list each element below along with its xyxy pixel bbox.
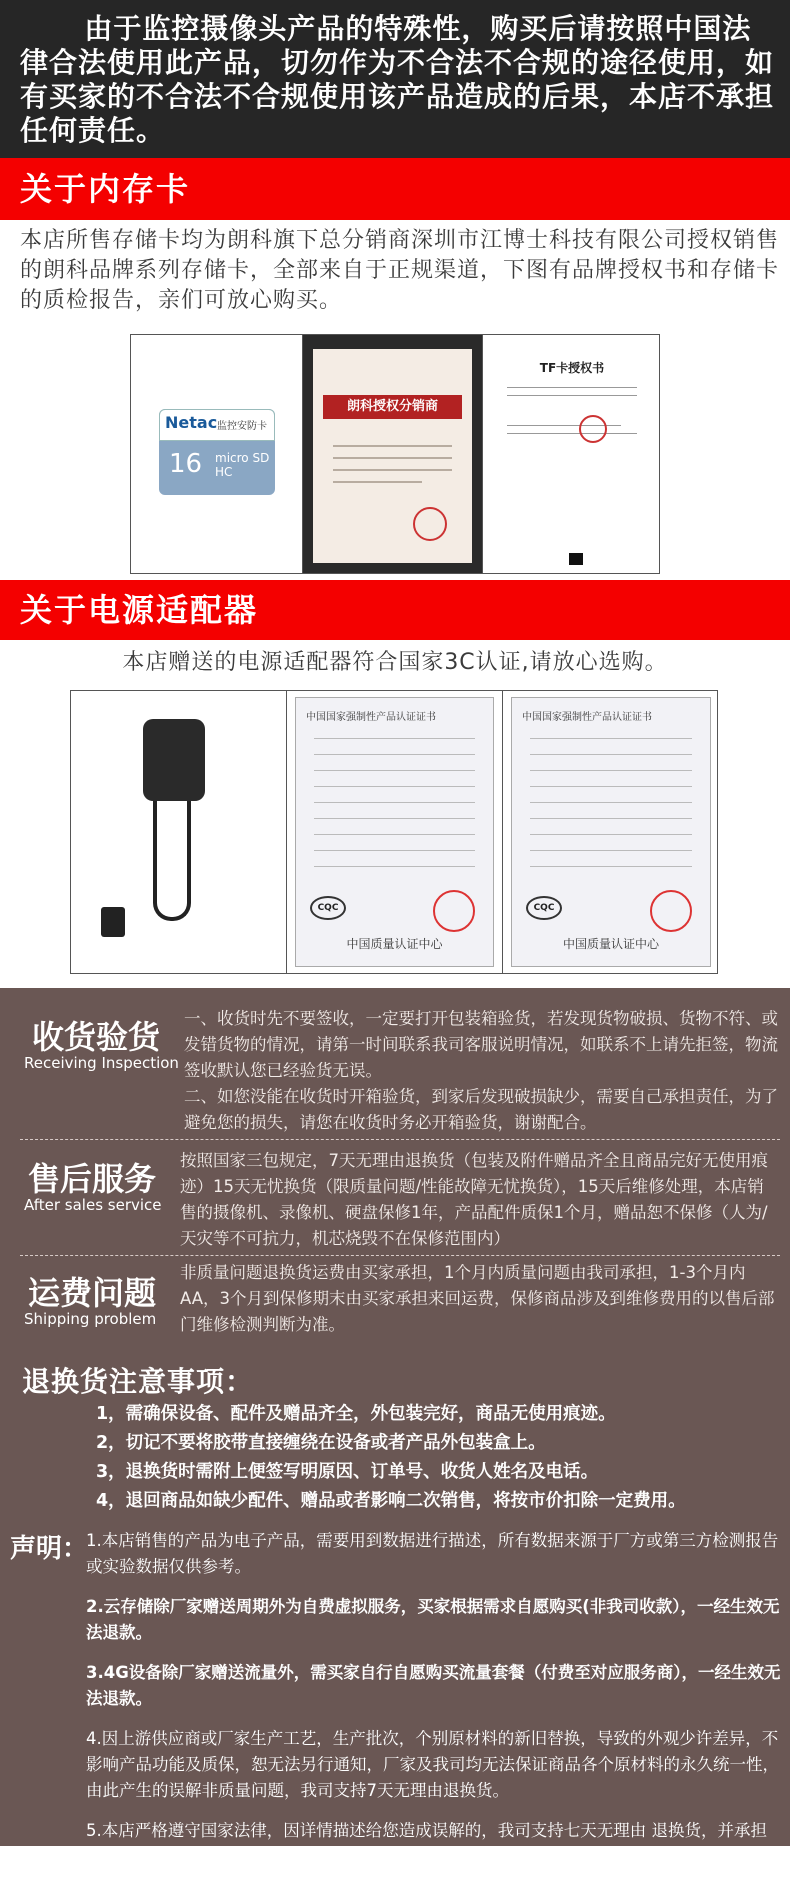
plug-icon: [101, 907, 125, 937]
power-adapter-photo: [71, 691, 287, 973]
card-brand-text: Netac: [165, 413, 218, 432]
legal-notice-text: 由于监控摄像头产品的特殊性，购买后请按照中国法律合法使用此产品，切勿作为不合法不合规的途径使用，如有买家的不合法不合规使用该产品造成的后果，本店不承担任何责任。: [20, 12, 775, 147]
after-sales-title: 售后服务: [28, 1160, 157, 1198]
list-item: 1，需确保设备、配件及赠品齐全，外包装完好，商品无使用痕迹。: [96, 1404, 616, 1424]
list-item: 4，退回商品如缺少配件、赠品或者影响二次销售，将按市价扣除一定费用。: [96, 1491, 686, 1511]
seal-icon: [413, 507, 447, 541]
stamp-icon: [650, 890, 692, 932]
returns-notice-title: 退换货注意事项：: [22, 1365, 255, 1398]
card-type-text: micro SD HC: [215, 451, 270, 479]
shipping-block: [20, 1258, 780, 1348]
receiving-inspection-line-1: 一、收货时先不要签收，一定要打开包装箱验货，若发现货物破损、货物不符、或发错货物的情况，请第一时间联系我司客服说明情况，如联系不上请先拒签，物流签收默认您已经验货无误。: [184, 1009, 778, 1080]
returns-notice-list: [96, 1400, 776, 1516]
declaration-label: 声明：: [10, 1534, 89, 1564]
receiving-inspection-text: [184, 1006, 784, 1136]
stamp-icon: [579, 415, 607, 443]
shipping-line-1: 非质量问题退换货运费由买家承担，1个月内质量问题由我司承担，1-3个月内AA，3个月到保修期末由买家承担来回运费，保修商品涉及到维修费用的以售后部门维修检测判断为准。: [180, 1263, 775, 1334]
distributor-badge: 朗科授权分销商: [323, 395, 462, 419]
memory-card-description: 本店所售存储卡均为朗科旗下总分销商深圳市江博士科技有限公司授权销售的朗科品牌系列存储卡，全部来自于正规渠道，下图有品牌授权书和存储卡的质检报告，亲们可放心购买。: [20, 228, 780, 313]
cqc-logo: CQC: [310, 896, 346, 920]
list-item: 3，退换货时需附上便签写明原因、订单号、收货人姓名及电话。: [96, 1462, 599, 1482]
after-sales-block: [20, 1144, 780, 1256]
receiving-inspection-line-2: 二、如您没能在收货时开箱验货，到家后发现破损缺少，需要自己承担责任，为了避免您的损失，请您在收货时务必开箱验货，谢谢配合。: [184, 1087, 778, 1132]
memory-card-heading: 关于内存卡: [0, 158, 790, 220]
distributor-certificate-photo: [303, 335, 483, 573]
list-item: 3.4G设备除厂家赠送流量外，需买家自行自愿购买流量套餐（付费至对应服务商），一经生效无法退款。: [86, 1663, 781, 1708]
list-item: 5.本店严格遵守国家法律，因详情描述给您造成误解的，我司支持七天无理由 退换货，并承担退货运费，郑重声明我司司法归属地为上海，任何法律纠纷归我司注册地管辖。: [86, 1821, 767, 1866]
authorization-letter-title: TF卡授权书: [539, 361, 605, 375]
cert-header-text: 中国国家强制性产品认证证书: [306, 712, 436, 723]
legal-notice-banner: [0, 0, 790, 158]
receiving-inspection-title: 收货验货: [32, 1018, 161, 1056]
adapter-icon: [143, 719, 205, 801]
ccc-certificate-photo-1: [287, 691, 503, 973]
power-adapter-photos: [70, 690, 718, 974]
shipping-subtitle: Shipping problem: [24, 1310, 157, 1328]
after-sales-subtitle: After sales service: [24, 1196, 162, 1214]
card-capacity-text: 16: [169, 449, 203, 479]
cable-icon: [153, 801, 191, 921]
power-adapter-description: 本店赠送的电源适配器符合国家3C认证,请放心选购。: [122, 650, 668, 675]
declaration-list: [86, 1528, 782, 1884]
memory-card-photo: [131, 335, 303, 573]
ccc-certificate-photo-2: [503, 691, 719, 973]
memory-card-photos: [130, 334, 660, 574]
cert-footer-text: 中国质量认证中心: [562, 937, 659, 951]
list-item: 4.因上游供应商或厂家生产工艺，生产批次，个别原材料的新旧替换，导致的外观少许差异，不影响产品功能及质保，恕无法另行通知，厂家及我司均无法保证商品各个原材料的永久统一性，由此产生的误解非质量问题，我司支持7天无理由退换货。: [86, 1729, 779, 1800]
shipping-text: [180, 1260, 780, 1338]
power-adapter-heading: 关于电源适配器: [0, 580, 790, 640]
after-sales-text: [180, 1148, 780, 1252]
cert-footer-text: 中国质量认证中心: [346, 937, 443, 951]
card-subtitle-text: 监控安防卡: [217, 421, 267, 432]
qr-code-icon: [569, 553, 583, 565]
receiving-inspection-block: [20, 998, 780, 1140]
cert-header-text: 中国国家强制性产品认证证书: [522, 712, 652, 723]
cqc-logo: CQC: [526, 896, 562, 920]
authorization-letter-photo: [483, 335, 661, 573]
list-item: 2.云存储除厂家赠送周期外为自费虚拟服务，买家根据需求自愿购买(非我司收款），一经生效无法退款。: [86, 1597, 780, 1642]
receiving-inspection-subtitle: Receiving Inspection: [24, 1054, 179, 1072]
after-sales-line-1: 按照国家三包规定，7天无理由退换货（包装及附件赠品齐全且商品完好无使用痕迹）15天无忧换货（限质量问题/性能故障无忧换货），15天后维修处理，本店销售的摄像机、录像机、硬盘保修1年，产品配件质保1个月，赠品恕不保修（人为/天灾等不可抗力，机芯烧毁不在保修范围内）: [180, 1151, 768, 1248]
list-item: 1.本店销售的产品为电子产品，需要用到数据进行描述，所有数据来源于厂方或第三方检测报告或实验数据仅供参考。: [86, 1531, 779, 1576]
policy-section: [0, 988, 790, 1866]
list-item: 2，切记不要将胶带直接缠绕在设备或者产品外包装盒上。: [96, 1433, 546, 1453]
shipping-title: 运费问题: [28, 1274, 157, 1312]
stamp-icon: [433, 890, 475, 932]
sd-card-image: [159, 409, 275, 495]
